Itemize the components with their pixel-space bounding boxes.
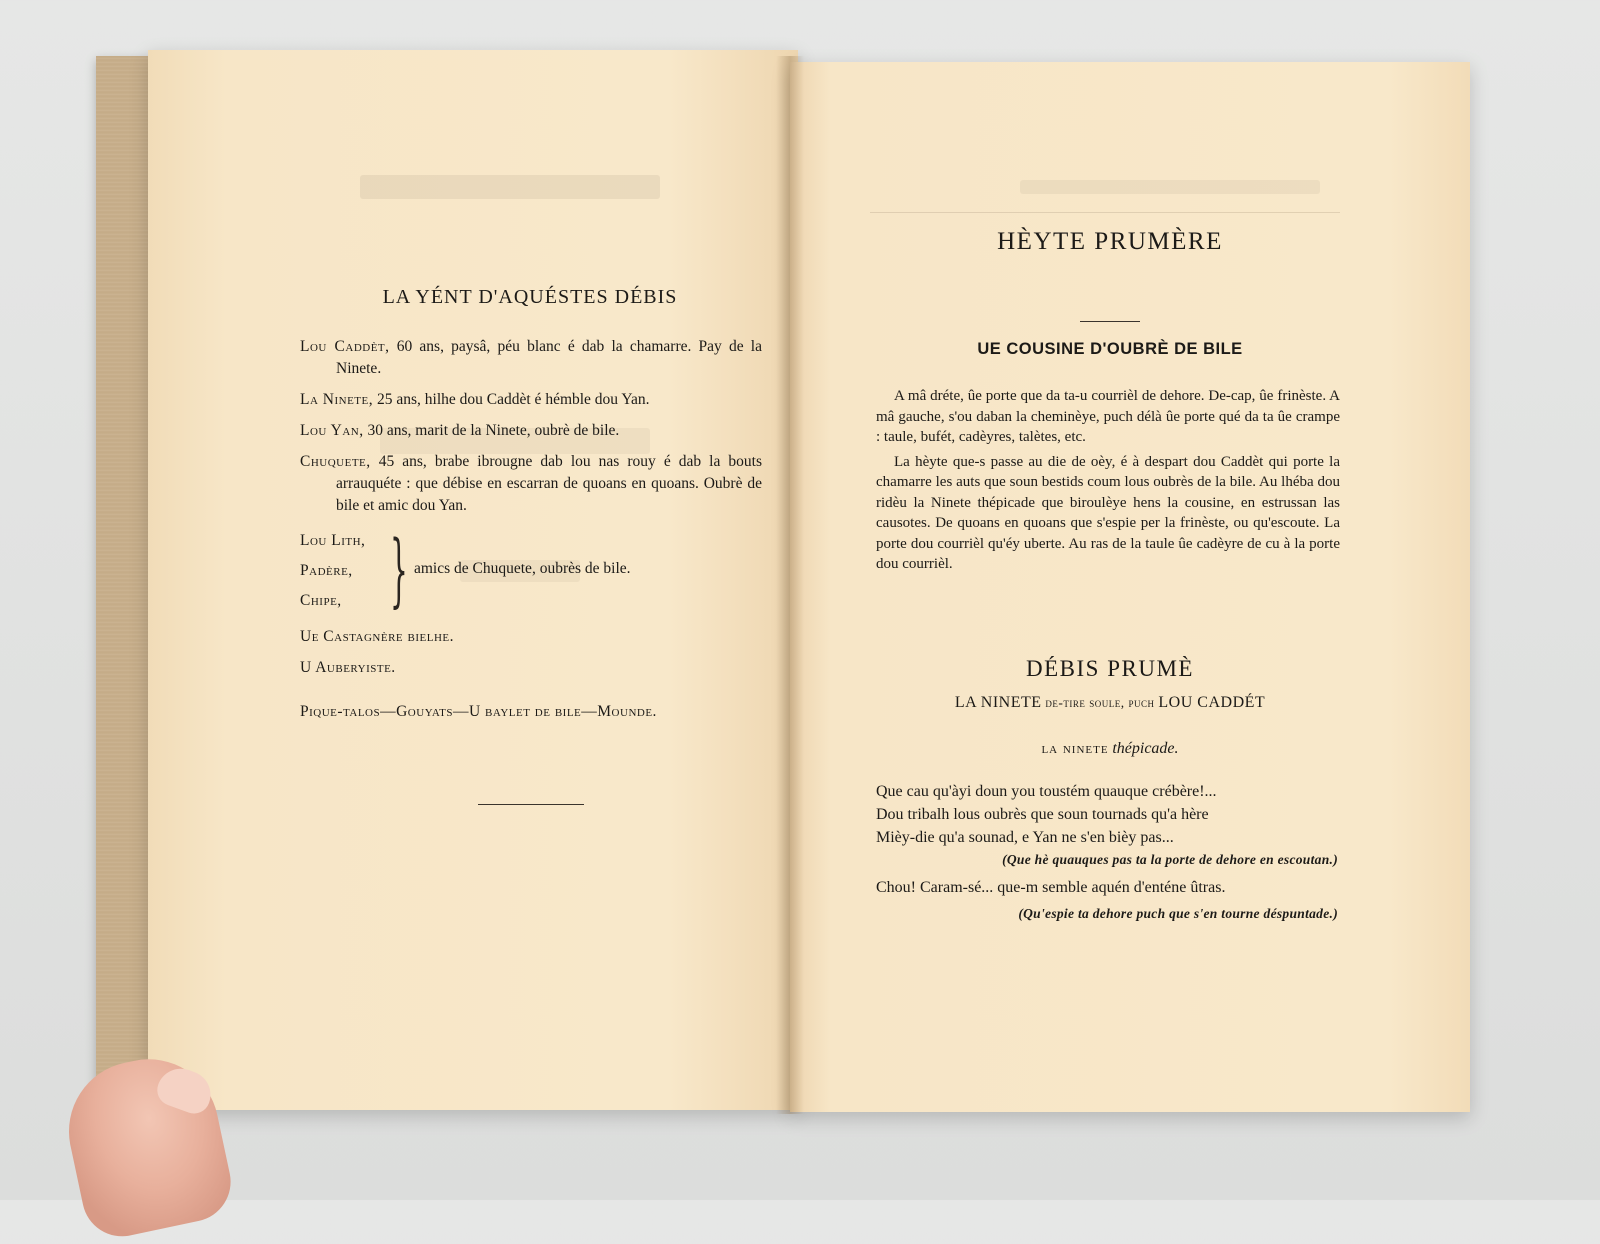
cast-name: Lou Lith, [300,532,366,549]
scene-title: DÉBIS PRUMÈ [1026,656,1194,681]
cast-entry [300,389,762,411]
book-gutter [776,56,804,1114]
cast-entry: Ue Castagnère bielhe. [300,628,454,645]
bracket-desc: amics de Chuquete, oubrès de bile. [414,560,631,577]
cast-name: Chipe, [300,592,342,609]
setting-description [876,386,1340,579]
cast-name: Chuquete, [300,453,371,470]
cast-name: Padère, [300,562,353,579]
setting-paragraph: La hèyte que-s passe au die de oèy, é à despart dou Caddèt qui porte la chamarre les auts que soun bestids coum lous oubrès de la bile. Au lhéba dou ridèu la Ninete thépicade que biroulèye hens la cousine, en estrussan las causotes. De quoans en quoans que s'espie per la frinèste, ou qu'escoute. La porte dou courrièl qu'éy uberte. Au ras de la taule ûe cadèyre de cu à la porte dou courrièl. [876,453,1340,572]
cast-title: LA YÉNT D'AQUÉSTES DÉBIS [382,286,678,308]
verse-line: Chou! Caram-sé... que-m semble aquén d'enténe ûtras. [876,879,1226,896]
cast-entry [300,336,762,380]
bleed-through-right [1020,180,1320,194]
setting-paragraph: A mâ dréte, ûe porte que da ta-u courrièl de dehore. De-cap, ûe frinèste. A mâ gauche, s'ou daban la cheminèye, puch délà ûe porte qué da ta ûe crampe : taule, bufét, cadèyres, talètes, etc. [876,388,1340,445]
cast-entry [300,451,762,517]
bleed-through-rule [870,212,1340,213]
act-rule [1080,321,1140,322]
speaker-line [870,740,1350,758]
act-title: HÈYTE PRUMÈRE [997,228,1223,255]
character-name: LA NINETE [954,694,1042,711]
cast-name: Lou Yan, [300,422,364,439]
stage-note: de-tire soule, puch [1041,695,1159,710]
verse-line: Dou tribalh lous oubrès que soun tournads qu'a hère [876,806,1209,823]
cast-desc: 60 ans, paysâ, péu blanc é dab la chamarre. Pay de la Ninete. [336,338,762,377]
cast-crowd: Pique-talos—Gouyats—U baylet de bile—Mounde. [300,703,657,720]
speaker-note: thépicade. [1112,740,1179,757]
character-name: LOU CADDÉT [1158,694,1266,711]
curly-brace-icon: } [390,523,408,616]
cast-desc: 30 ans, marit de la Ninete, oubrè de bile. [363,422,620,439]
cast-list [300,336,762,732]
cast-desc: 45 ans, brabe ibrougne dab lou nas rouy é dab la bouts arrauquéte : que débise en escarran de quoans en quoans. Oubrè de bile et amic dou Yan. [336,453,762,514]
stage-direction: (Qu'espie ta dehore puch que s'en tourne déspuntade.) [1018,906,1338,921]
end-rule [478,804,584,805]
right-page [790,62,1470,1112]
cast-name: Lou Caddèt, [300,338,390,355]
stage-characters [870,694,1350,712]
verse-line: Que cau qu'àyi doun you toustém quauque crébère!... [876,783,1217,800]
verse-line: Mièy-die qu'a sounad, e Yan ne s'en bièy pas... [876,829,1174,846]
cast-entry: U Auberyiste. [300,659,396,676]
bleed-through-left [360,175,660,199]
cast-entry [300,420,762,442]
verse-block [876,780,1346,849]
cast-desc: 25 ans, hilhe dou Caddèt é hémble dou Yan. [373,391,650,408]
cast-name: La Ninete, [300,391,374,408]
speaker-name: la ninete [1041,741,1109,757]
bracket-names [300,526,365,616]
cast-bracket-group [300,523,762,618]
stage-direction: (Que hè quauques pas ta la porte de dehore en escoutan.) [1002,852,1338,867]
setting-title: UE COUSINE D'OUBRÈ DE BILE [977,340,1243,358]
